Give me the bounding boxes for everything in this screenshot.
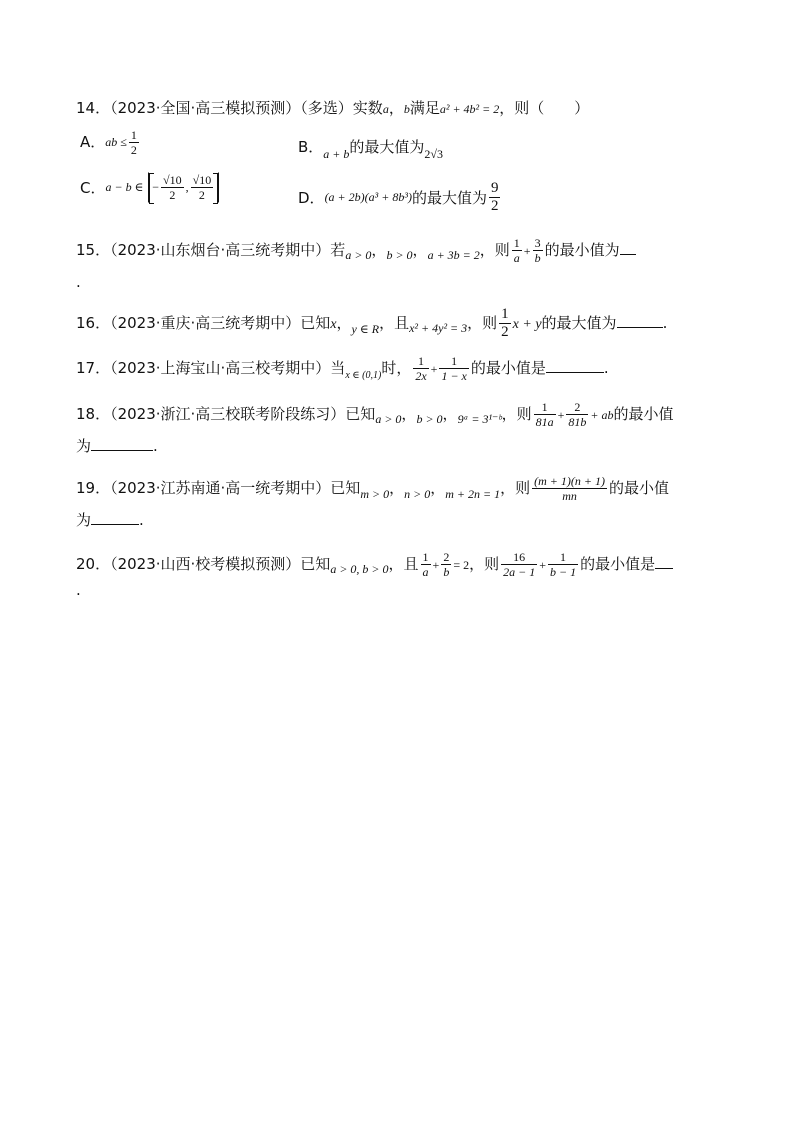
interval-bracket: − $\frac{√10}{2}$ , $\frac{√10}{2}$ <box>148 172 219 203</box>
question-15-period: . <box>76 273 81 291</box>
question-16: 16．（2023·重庆·高三统考期中）已知x，$_{y \in R}$，且$_{x^2 + 4y^2 = 3}$，则 $\frac{1}{2}$ x + y的最大值为 . <box>76 306 668 340</box>
question-18: 18．（2023·浙江·高三校联考阶段练习）已知$_{a > 0}$，$_{b > 0}$，$_{9ᵃ = 3^{1-}ᵇ}$，则 $\frac{1}{81a}$ + $\frac{2}{81b}$ + ab的最小值 <box>76 400 674 429</box>
question-20-period: . <box>76 581 81 599</box>
question-14-condition: a² + 4b² = 2 <box>439 102 500 116</box>
question-20: 20．（2023·山西·校考模拟预测）已知$_{a > 0, b > 0}$，且 $\frac{1}{a}$ + $\frac{2}{b}$ = 2，则 $\frac{16}{2a - 1}$ + $\frac{1}{b - 1}$ 的最小值是 <box>76 550 673 579</box>
question-14-option-d: D．(a + 2b)(a³ + 8b³)的最大值为 $\frac{9}{2}$ <box>298 180 499 214</box>
question-14-stem: 14．（2023·全国·高三模拟预测）（多选）实数a，b满足a² + 4b² = 2，则（ ） <box>76 99 590 117</box>
question-14-option-b: B．$_{a + b}$的最大值为$_{2√3}$ <box>298 138 444 161</box>
answer-blank[interactable] <box>91 436 153 451</box>
answer-blank[interactable] <box>91 510 139 525</box>
answer-blank[interactable] <box>655 554 673 569</box>
question-18-line2: 为 . <box>76 437 158 455</box>
question-14-option-c: C．a − b ∈ − $\frac{√10}{2}$ , $\frac{√10}{2}$ <box>80 172 219 203</box>
question-19-line2: 为 . <box>76 511 144 529</box>
question-15: 15．（2023·山东烟台·高三统考期中）若$_{a > 0}$，$_{b > 0}$，$_{a + 3b = 2}$，则 $\frac{1}{a}$ + $\frac{3}{b}$ 的最小值为 <box>76 236 636 265</box>
answer-blank[interactable] <box>620 240 636 255</box>
question-17: 17．（2023·上海宝山·高三校考期中）当$_{x \in (0,1)}$时， $\frac{1}{2x}$ + $\frac{1}{1 - x}$ 的最小值是 . <box>76 354 609 383</box>
question-19: 19．（2023·江苏南通·高一统考期中）已知$_{m > 0}$，$_{n > 0}$，$_{m + 2n = 1}$，则 $\frac{(m + 1)(n + 1)}{mn}$ 的最小值 <box>76 474 669 503</box>
answer-blank[interactable] <box>546 358 604 373</box>
answer-blank[interactable] <box>617 313 663 328</box>
question-14-option-a: A．ab ≤ $\frac{1}{2}$ <box>80 128 137 157</box>
